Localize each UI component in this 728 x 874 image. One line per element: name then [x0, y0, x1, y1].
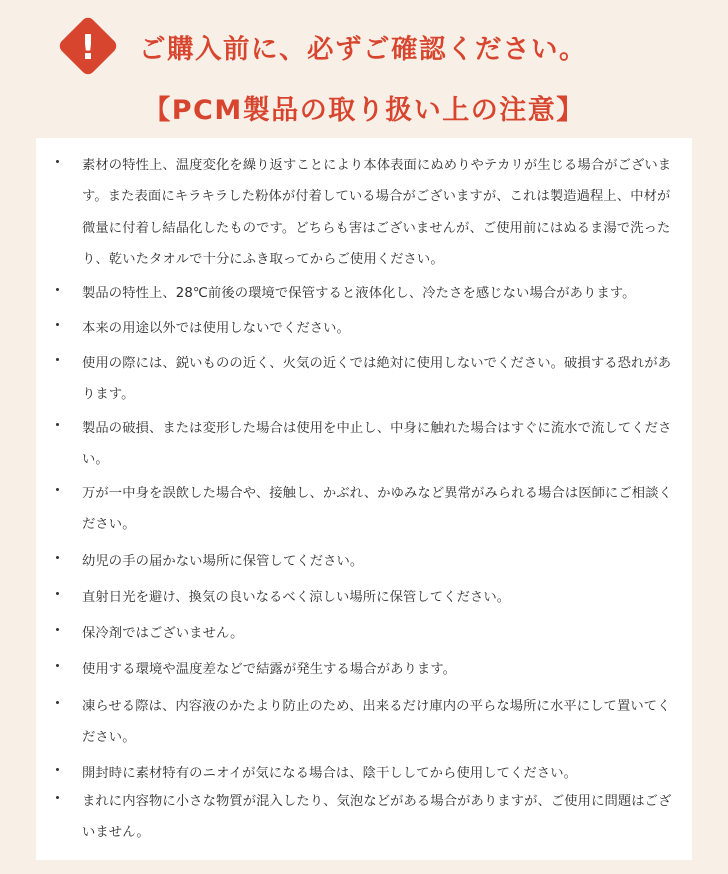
bullet-dot: [56, 592, 59, 595]
bullet-dot: [56, 358, 59, 361]
notes-card: [36, 138, 692, 860]
bullet-dot: [56, 556, 59, 559]
section-title: 【PCM製品の取り扱い上の注意】: [143, 95, 585, 126]
bullet-dot: [56, 423, 59, 426]
note-text: まれに内容物に小さな物質が混入したり、気泡などがある場合がありますが、ご使用に問題はございません。: [82, 794, 672, 841]
bullet-dot: [56, 288, 59, 291]
bullet-dot: [56, 768, 59, 771]
bullet-dot: [56, 628, 59, 631]
note-text: 素材の特性上、温度変化を繰り返すことにより本体表面にぬめりやテカリが生じる場合がございます。また表面にキラキラした粉体が付着している場合がございますが、これは製造過程上、中材が微量に付着し結晶化したものです。どちらも害はございませんが、ご使用前にはぬるま湯で洗ったり、乾いたタオルで十分にふき取ってからご使用ください。: [82, 158, 672, 268]
note-text: 凍らせる際は、内容液のかたより防止のため、出来るだけ庫内の平らな場所に水平にして置いてください。: [82, 699, 671, 746]
warning-icon: [52, 10, 124, 82]
note-text: 幼児の手の届かない場所に保管してください。: [82, 554, 364, 569]
note-text: 開封時に素材特有のニオイが気になる場合は、陰干ししてから使用してください。: [82, 766, 578, 781]
headline: ご購入前に、必ずご確認ください。: [139, 34, 587, 65]
note-text: 製品の破損、または変形した場合は使用を中止し、中身に触れた場合はすぐに流水で流してください。: [82, 421, 672, 468]
bullet-dot: [56, 701, 59, 704]
note-text: 保冷剤ではございません。: [82, 626, 244, 641]
warning-exclamation: !: [80, 28, 96, 68]
note-text: 使用する環境や温度差などで結露が発生する場合があります。: [82, 662, 457, 677]
warning-header: [0, 0, 728, 88]
note-text: 本来の用途以外では使用しないでください。: [82, 321, 350, 336]
bullet-dot: [56, 796, 59, 799]
bullet-dot: [56, 160, 59, 163]
note-text: 万が一中身を誤飲した場合や、接触し、かぶれ、かゆみなど異常がみられる場合は医師にご相談ください。: [82, 486, 672, 533]
bullet-dot: [56, 488, 59, 491]
note-text: 直射日光を避け、換気の良いなるべく涼しい場所に保管してください。: [82, 590, 511, 605]
note-text: 製品の特性上、28℃前後の環境で保管すると液体化し、冷たさを感じない場合があります。: [82, 286, 636, 301]
bullet-dot: [56, 664, 59, 667]
note-text: 使用の際には、鋭いものの近く、火気の近くでは絶対に使用しないでください。破損する恐れがあります。: [82, 356, 672, 403]
bullet-dot: [56, 323, 59, 326]
